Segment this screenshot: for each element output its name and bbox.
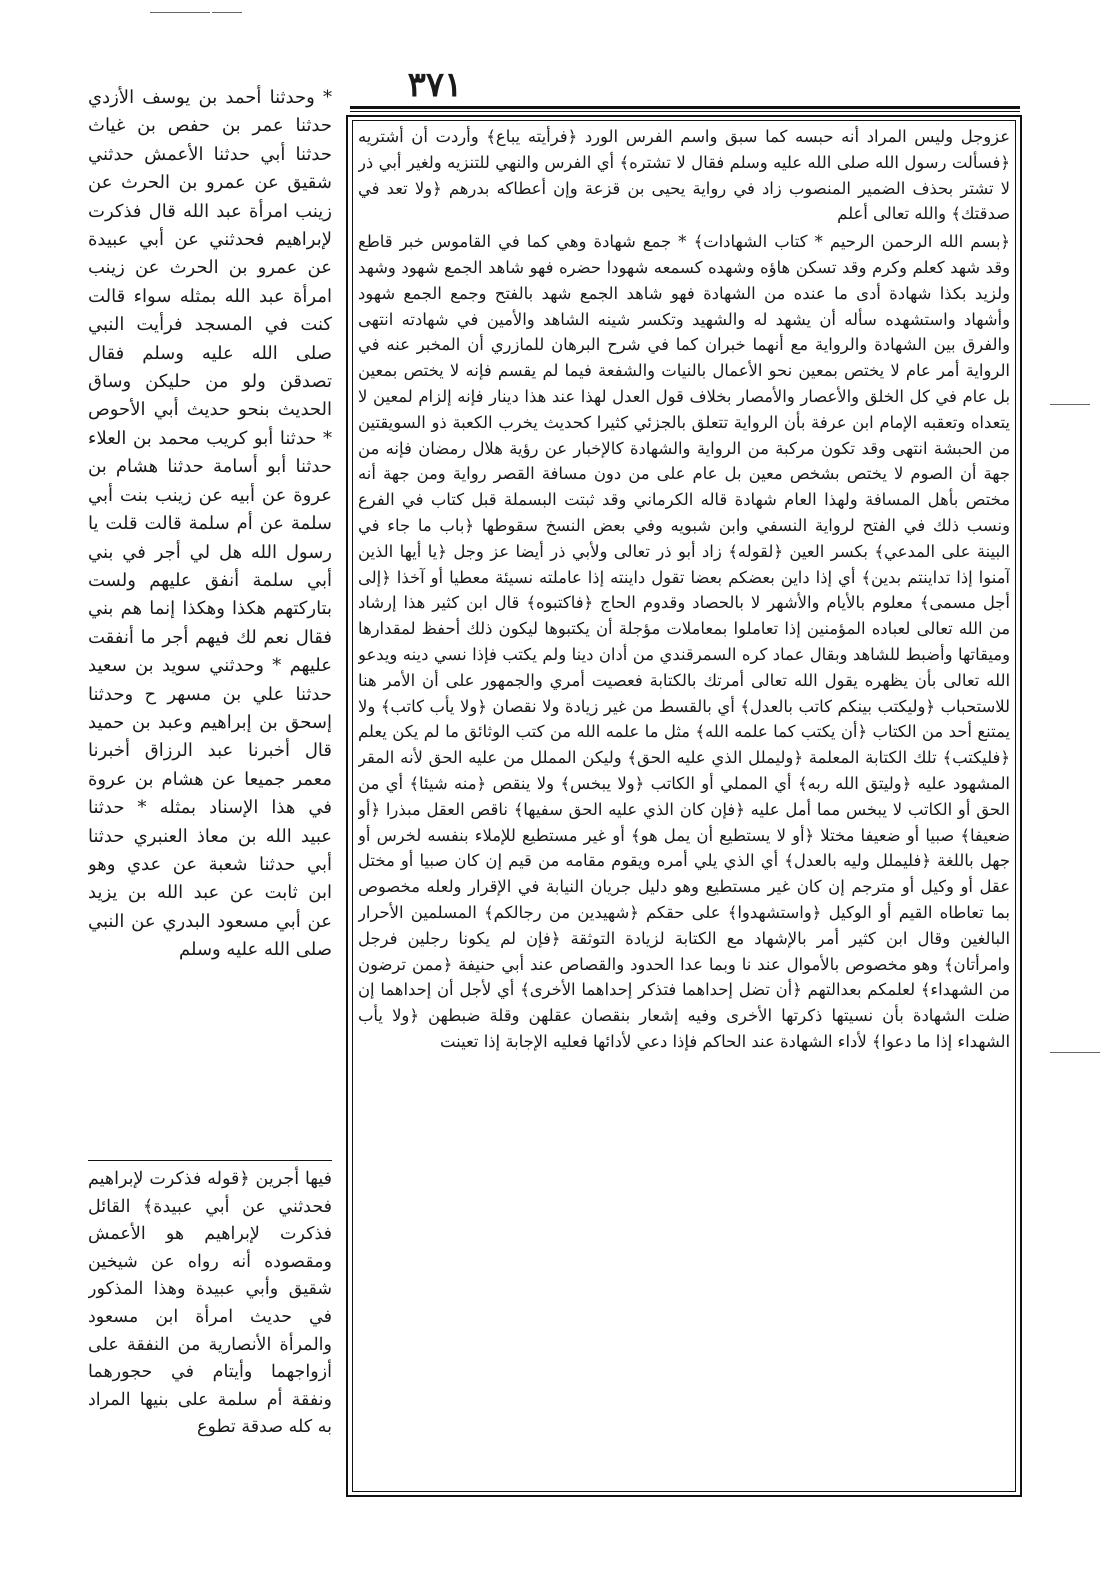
scan-mark: [150, 12, 210, 13]
main-commentary-column: [358, 124, 1010, 1488]
margin-mark: [1050, 404, 1090, 405]
side-footnote: فيها أجرين ﴿قوله فذكرت لإبراهيم فحدثني عن أبي عبيدة﴾ القائل فذكرت لإبراهيم هو الأعمش ومقصوده أنه رواه عن شيخين شقيق وأبي عبيدة وهذا المذكور في حديث امرأة ابن مسعود والمرأة الأنصارية من النفقة على أزواجهما وأيتام في حجورهما ونفقة أم سلمة على بنيها المراد به كله صدقة تطوع: [88, 1169, 332, 1438]
margin-mark: [1050, 1052, 1100, 1053]
side-column-divider: [88, 1160, 332, 1161]
main-paragraph: ﴿بسم الله الرحمن الرحيم * كتاب الشهادات﴾ * جمع شهادة وهي كما في القاموس خبر قاطع وقد شهد كعلم وكرم وقد تسكن هاؤه وشهده كسمعه شهودا حضره فهو شاهد الجمع شهود وشهد ولزيد بكذا شهادة أدى ما عنده من الشهادة فهو شاهد الجمع شهد بالفتح وجمع الجمع شهود وأشهاد واستشهده سأله أن يشهد له والشهيد وتكسر شينه الشاهد والأمين في شهادته انتهى والفرق بين الشهادة والرواية مع أنهما خبران كما في شرح البرهان للمازري أن المخبر عنه في الرواية أمر عام لا يختص بمعين نحو الأعمال بالنيات والشفعة فيما لم يقسم فإنه لا يختص بمعين بل عام في كل الخلق والأعصار والأمصار بخلاف قول العدل لهذا عند هذا دينار فإنه إلزام لمعين لا يتعداه وتعقبه الإمام ابن عرفة بأن الرواية تتعلق بالجزئي كثيرا كحديث يخرب الكعبة ذو السويقتين من الحبشة انتهى وقد تكون مركبة من الرواية والشهادة كالإخبار عن رؤية هلال رمضان فإنه من جهة أن الصوم لا يختص بشخص معين بل عام على من دون مسافة القصر رواية ومن جهة أنه مختص بأهل المسافة ولهذا العام شهادة قاله الكرماني وقد ثبتت البسملة قبل كتاب في الفرع ونسب ذلك في الفتح لرواية النسفي وابن شبويه وفي بعض النسخ سقوطها ﴿باب ما جاء في البينة على المدعي﴾ بكسر العين ﴿لقوله﴾ زاد أبو ذر تعالى ولأبي ذر أيضا عز وجل ﴿يا أيها الذين آمنوا إذا تداينتم بدين﴾ أي إذا داين بعضكم بعضا تقول داينته إذا عاملته نسيئة معطيا أو آخذا ﴿إلى أجل مسمى﴾ معلوم بالأيام والأشهر لا بالحصاد وقدوم الحاج ﴿فاكتبوه﴾ قال ابن كثير هذا إرشاد من الله تعالى لعباده المؤمنين إذا تعاملوا بمعاملات مؤجلة أن يكتبوها ليكون ذلك أحفظ لمقدارها وميقاتها وأضبط للشاهد وبقال عماد كره السمرقندي من أدان دينا ولم يكتب فإذا نسي دينه ويدعو الله تعالى بأن يظهره يقول الله تعالى أمرتك بالكتابة فعصيت أمري والجمهور على أن الأمر هنا للاستحباب ﴿وليكتب بينكم كاتب بالعدل﴾ أي بالقسط من غير زيادة ولا نقصان ﴿ولا يأب كاتب﴾ ولا يمتنع أحد من الكتاب ﴿أن يكتب كما علمه الله﴾ مثل ما علمه الله من كتب الوثائق ما لم يكن يعلم ﴿فليكتب﴾ تلك الكتابة المعلمة ﴿وليملل الذي عليه الحق﴾ وليكن المملل من عليه الحق لأنه المقر المشهود عليه ﴿وليتق الله ربه﴾ أي المملي أو الكاتب ﴿ولا يبخس﴾ ولا ينقص ﴿منه شيئا﴾ أي من الحق أو الكاتب لا يبخس مما أمل عليه ﴿فإن كان الذي عليه الحق سفيها﴾ ناقص العقل مبذرا ﴿أو ضعيفا﴾ صبيا أو ضعيفا مختلا ﴿أو لا يستطيع أن يمل هو﴾ أو غير مستطيع للإملاء بنفسه لخرس أو جهل باللغة ﴿فليملل وليه بالعدل﴾ أي الذي يلي أمره ويقوم مقامه من قيم إن كان صبيا أو مختل عقل أو وكيل أو مترجم إن كان غير مستطيع وهو دليل جريان النيابة في الإقرار ولعله مخصوص بما تعاطاه القيم أو الوكيل ﴿واستشهدوا﴾ على حقكم ﴿شهيدين من رجالكم﴾ المسلمين الأحرار البالغين وقال ابن كثير أمر بالإشهاد مع الكتابة لزيادة التوثقة ﴿فإن لم يكونا رجلين فرجل وامرأتان﴾ وهو مخصوص بالأموال عند نا وبما عدا الحدود والقصاص عند أبي حنيفة ﴿ممن ترضون من الشهداء﴾ لعلمكم بعدالتهم ﴿أن تضل إحداهما فتذكر إحداهما الأخرى﴾ أي لأجل أن إحداهما إن ضلت الشهادة بأن نسيتها ذكرتها الأخرى وفيه إشعار بنقصان عقلهن وقلة ضبطهن ﴿ولا يأب الشهداء إذا ما دعوا﴾ لأداء الشهادة عند الحاكم فإذا دعي لأدائها فعليه الإجابة إذا تعينت: [358, 232, 1010, 1051]
scan-mark: [212, 12, 242, 13]
header-rule: [350, 106, 1020, 109]
header-rule-thin: [350, 111, 1020, 112]
page-number: ٣٧١: [407, 65, 463, 105]
main-paragraph: عزوجل وليس المراد أنه حبسه كما سبق واسم الفرس الورد ﴿فرأيته يباع﴾ وأردت أن أشتريه ﴿فسألت رسول الله صلى الله عليه وسلم فقال لا تشتره﴾ أي الفرس والنهي للتنزيه ولغير أبي ذر لا تشتر بحذف الضمير المنصوب زاد في رواية يحيى بن قزعة وإن أعطاكه بدرهم ﴿ولا تعد في صدقتك﴾ والله تعالى أعلم: [358, 127, 1010, 224]
hadith-side-column: * وحدثنا أحمد بن يوسف الأزدي حدثنا عمر بن حفص بن غياث حدثنا أبي حدثنا الأعمش حدثني شقيق عن عمرو بن الحرث عن زينب امرأة عبد الله قال فذكرت لإبراهيم فحدثني عن أبي عبيدة عن عمرو بن الحرث عن زينب امرأة عبد الله بمثله سواء قالت كنت في المسجد فرأيت النبي صلى الله عليه وسلم فقال تصدقن ولو من حليكن وساق الحديث بنحو حديث أبي الأحوص * حدثنا أبو كريب محمد بن العلاء حدثنا أبو أسامة حدثنا هشام بن عروة عن أبيه عن زينب بنت أبي سلمة عن أم سلمة قالت قلت يا رسول الله هل لي أجر في بني أبي سلمة أنفق عليهم ولست بتاركتهم هكذا وهكذا إنما هم بني فقال نعم لك فيهم أجر ما أنفقت عليهم * وحدثني سويد بن سعيد حدثنا علي بن مسهر ح وحدثنا إسحق بن إبراهيم وعبد بن حميد قال أخبرنا عبد الرزاق أخبرنا معمر جميعا عن هشام بن عروة في هذا الإسناد بمثله * حدثنا عبيد الله بن معاذ العنبري حدثنا أبي حدثنا شعبة عن عدي وهو ابن ثابت عن عبد الله بن يزيد عن أبي مسعود البدري عن النبي صلى الله عليه وسلم: [88, 87, 332, 961]
